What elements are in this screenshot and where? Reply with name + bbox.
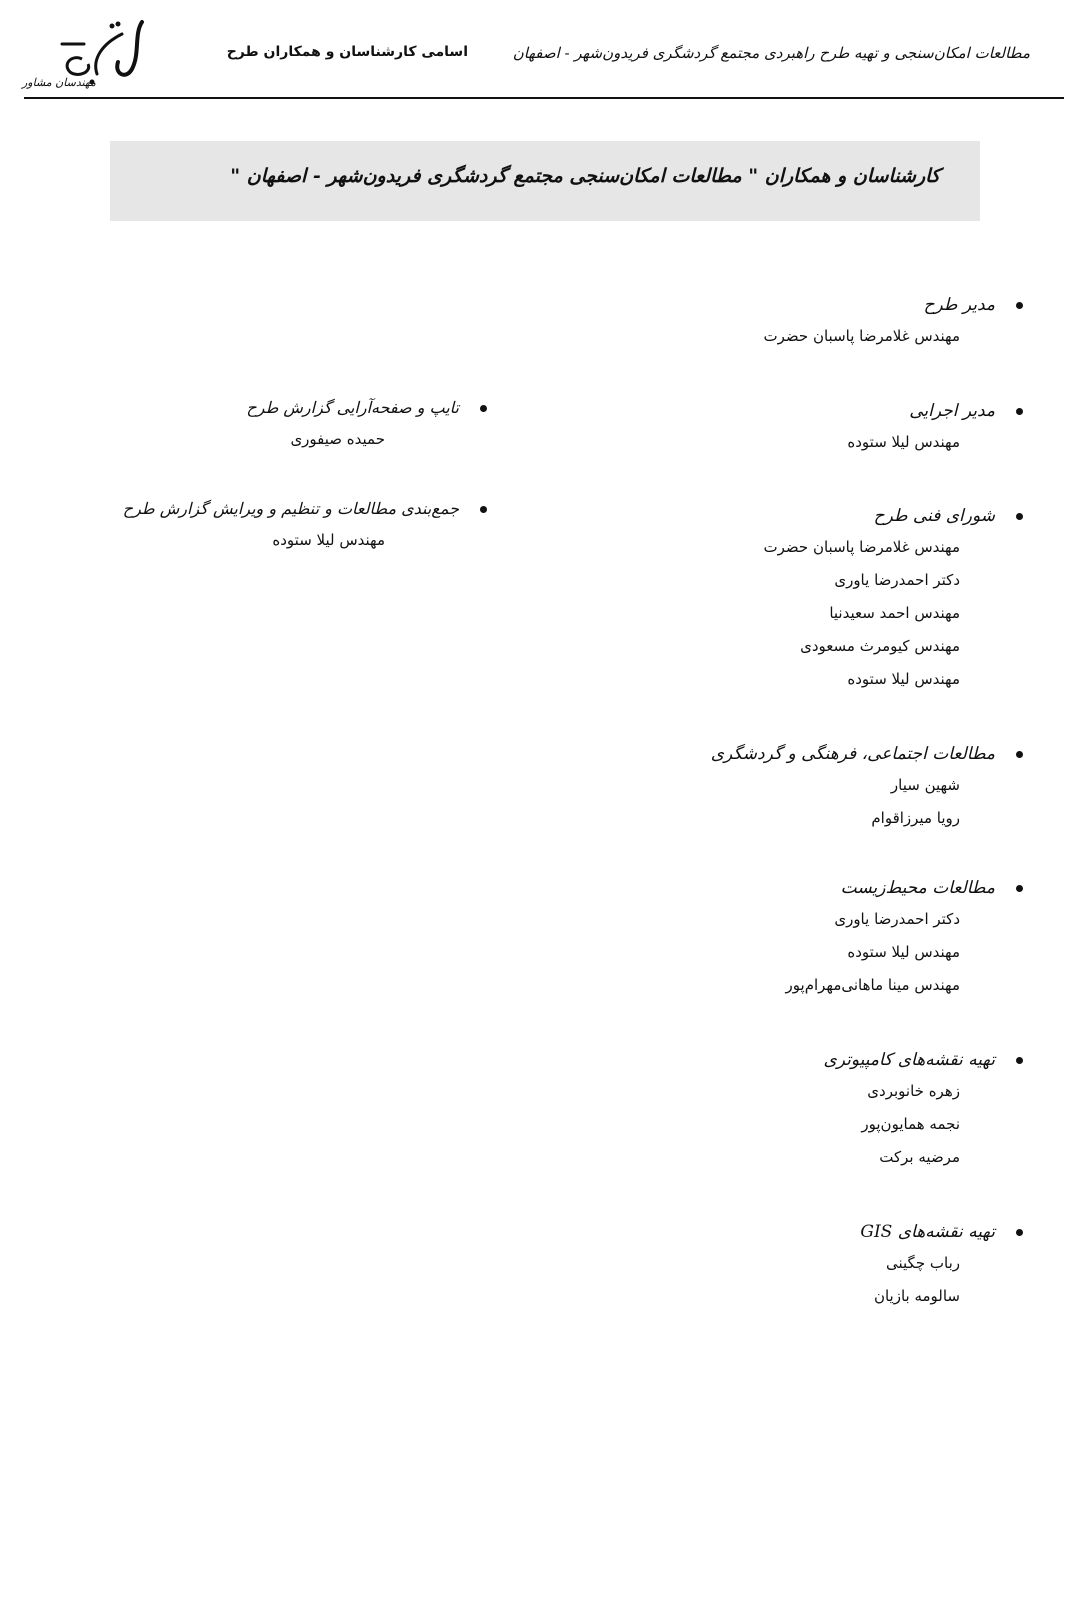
bullet-icon <box>1016 302 1023 309</box>
section-social-studies <box>535 739 1035 873</box>
member-name: سالومه بازیان <box>873 1287 960 1305</box>
section-heading: شورای فنی طرح <box>873 506 995 526</box>
section-gis-maps <box>535 1217 1035 1317</box>
left-column <box>45 393 495 564</box>
member-name: مهندس لیلا ستوده <box>272 531 385 549</box>
bullet-icon <box>1016 513 1023 520</box>
member-name: دکتر احمدرضا یاوری <box>834 571 960 589</box>
header-page-label: اسامی کارشناسان و همکاران طرح <box>226 44 468 60</box>
section-heading: مدیر اجرایی <box>909 401 995 421</box>
section-heading: تایپ و صفحه‌آرایی گزارش طرح <box>246 398 459 417</box>
logo-subtitle: مهندسان مشاور <box>22 76 96 89</box>
section-heading: مطالعات اجتماعی، فرهنگی و گردشگری <box>710 744 995 764</box>
right-column <box>535 290 1035 1317</box>
bullet-icon <box>1016 1229 1023 1236</box>
section-report-editing <box>45 494 495 564</box>
section-heading: مدیر طرح <box>923 295 995 315</box>
bullet-icon <box>1016 751 1023 758</box>
member-name: مهندس غلامرضا پاسبان حضرت <box>763 538 960 556</box>
member-name: مرضیه برکت <box>879 1148 960 1166</box>
member-name: مهندس لیلا ستوده <box>847 433 960 451</box>
bullet-icon <box>1016 885 1023 892</box>
member-name: مهندس لیلا ستوده <box>847 670 960 688</box>
member-name: نجمه همایون‌پور <box>861 1115 960 1133</box>
section-heading: تهیه نقشه‌های GIS <box>860 1222 995 1242</box>
section-technical-council <box>535 501 1035 739</box>
bullet-icon <box>1016 408 1023 415</box>
bullet-icon <box>480 405 487 412</box>
member-name: دکتر احمدرضا یاوری <box>834 910 960 928</box>
section-environment-studies <box>535 873 1035 1045</box>
section-computer-maps <box>535 1045 1035 1217</box>
section-project-manager <box>535 290 1035 396</box>
section-heading: جمع‌بندی مطالعات و تنظیم و ویرایش گزارش طرح <box>122 499 459 518</box>
member-name: رویا میرزاقوام <box>871 809 960 827</box>
member-name: مهندس لیلا ستوده <box>847 943 960 961</box>
member-name: زهره خانوبردی <box>867 1082 960 1100</box>
member-name: شهین سیار <box>890 776 960 794</box>
member-name: مهندس کیومرث مسعودی <box>800 637 960 655</box>
member-name: مهندس مینا ماهانی‌مهرام‌پور <box>785 976 960 994</box>
member-name: حمیده صیفوری <box>290 430 385 448</box>
header-study-title: مطالعات امکان‌سنجی و تهیه طرح راهبردی مجتمع گردشگری فریدون‌شهر - اصفهان <box>512 44 1030 62</box>
member-name: مهندس احمد سعیدنیا <box>829 604 960 622</box>
section-typing-layout <box>45 393 495 494</box>
section-heading: مطالعات محیط‌زیست <box>840 878 995 898</box>
header-divider <box>24 97 1064 99</box>
title-box <box>110 141 980 221</box>
section-executive-manager <box>535 396 1035 501</box>
member-name: رباب چگینی <box>886 1254 960 1272</box>
page-title: کارشناسان و همکاران " مطالعات امکان‌سنجی مجتمع گردشگری فریدون‌شهر - اصفهان " <box>230 165 940 187</box>
bullet-icon <box>480 506 487 513</box>
section-heading: تهیه نقشه‌های کامپیوتری <box>823 1050 995 1070</box>
bullet-icon <box>1016 1057 1023 1064</box>
member-name: مهندس غلامرضا پاسبان حضرت <box>763 327 960 345</box>
